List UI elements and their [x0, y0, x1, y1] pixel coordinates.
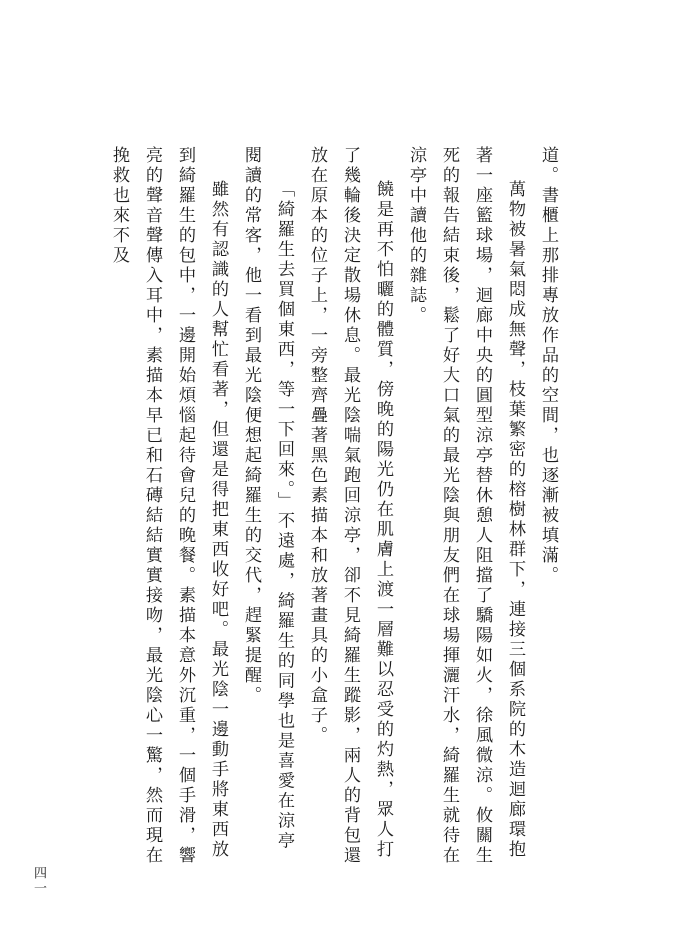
paragraph-sketchbook: 雖然有認識的人幫忙看著，但還是得把東西收好吧。最光陰一邊動手將東西放到綺羅生的包中，一邊開始煩惱起待會兒的晚餐。素描本意外沉重，一個手滑，響亮的聲音聲傳入耳中，素描本早已和石磚結結實實接吻，最光陰心一驚，然而現在挽救也來不及 — [109, 146, 228, 866]
body-text — [96, 146, 564, 866]
paragraph-continuation: 道。書櫃上那排專放作品的空間，也逐漸被填滿。 — [538, 146, 558, 586]
paragraph-courtyard: 萬物被暑氣悶成無聲，枝葉繁密的榕樹林群下，連接三個系院的木造迴廊環抱著一座籃球場，迴廊中央的圓型涼亭替休憩人阻擋了驕陽如火，徐風微涼。攸關生死的報告結束後，鬆了好大口氣的最光陰與朋友們在球場揮灑汗水，綺羅生就待在涼亭中讀他的雜誌。 — [406, 146, 525, 866]
page-number: 四一 — [31, 866, 46, 896]
paragraph-dialogue: 「綺羅生去買個東西，等一下回來。」不遠處，綺羅生的同學也是喜愛在涼亭閱讀的常客，他一看到最光陰便想起綺羅生的交代，趕緊提醒。 — [241, 146, 294, 852]
paragraph-sunset: 饒是再不怕曬的體質，傍晚的陽光仍在肌膚上渡一層難以忍受的灼熱，眾人打了幾輪後決定散場休息。最光陰喘氣跑回涼亭，卻不見綺羅生蹤影，兩人的背包還放在原本的位子上，一旁整齊疊著黑色素描本和放著畫具的小盒子。 — [307, 146, 393, 866]
